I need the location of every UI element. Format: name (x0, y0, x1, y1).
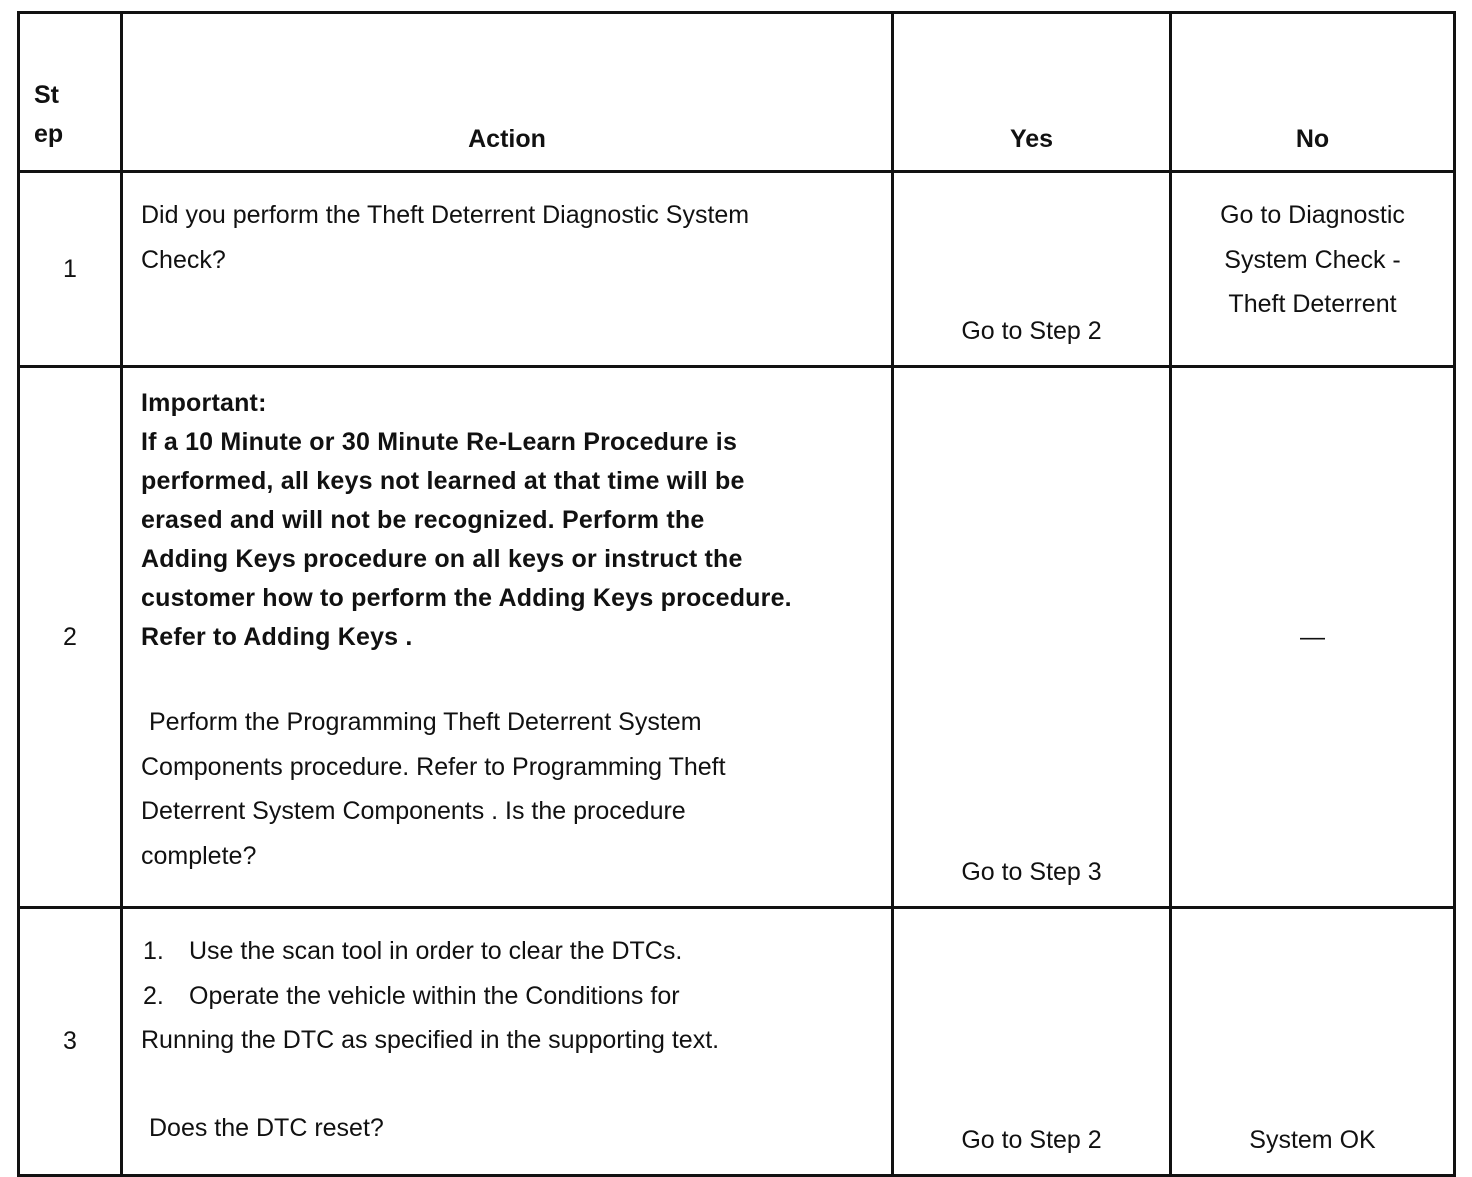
list-continuation: Running the DTC as specified in the supporting text. (141, 1026, 720, 1054)
no-cell: — (1171, 367, 1455, 908)
important-text: performed, all keys not learned at that time will be (141, 467, 745, 495)
table-row (19, 908, 1455, 1176)
action-cell (122, 908, 893, 1176)
action-text: Perform the Programming Theft Deterrent System (149, 708, 702, 736)
header-no: No (1171, 13, 1455, 172)
no-cell (1171, 172, 1455, 367)
header-step-line1: St (34, 81, 59, 109)
step-number: 2 (19, 367, 122, 908)
yes-cell: Go to Step 2 (893, 172, 1171, 367)
question-text: Does the DTC reset? (149, 1113, 384, 1142)
diagnostic-table (17, 11, 1456, 1177)
important-text: If a 10 Minute or 30 Minute Re-Learn Procedure is (141, 428, 738, 456)
no-text: Go to Diagnostic (1220, 201, 1405, 229)
yes-cell: Go to Step 2 (893, 908, 1171, 1176)
list-item (141, 974, 873, 1019)
no-cell: System OK (1171, 908, 1455, 1176)
no-text: Theft Deterrent (1228, 290, 1397, 318)
list-number: 1. (143, 937, 164, 965)
no-text: System Check - (1224, 245, 1401, 274)
header-step-line2: ep (34, 120, 64, 148)
important-text: Adding Keys procedure on all keys or instruct the (141, 545, 743, 573)
list-text: Use the scan tool in order to clear the DTCs. (189, 937, 683, 965)
list-text: Operate the vehicle within the Conditions for (189, 981, 680, 1010)
table-row (19, 367, 1455, 908)
action-text: Did you perform the Theft Deterrent Diagnostic System (141, 201, 750, 229)
important-text: erased and will not be recognized. Perform the (141, 506, 705, 534)
table-row (19, 172, 1455, 367)
header-row (19, 13, 1455, 172)
important-note (141, 384, 873, 657)
action-text: Check? (141, 245, 226, 274)
important-label: Important: (141, 389, 267, 417)
step-number: 1 (19, 172, 122, 367)
action-text: Deterrent System Components . Is the procedure (141, 797, 686, 825)
yes-cell: Go to Step 3 (893, 367, 1171, 908)
header-action: Action (122, 13, 893, 172)
action-text: Components procedure. Refer to Programming Theft (141, 752, 726, 781)
action-cell (122, 367, 893, 908)
header-yes: Yes (893, 13, 1171, 172)
step-number: 3 (19, 908, 122, 1176)
list-number: 2. (143, 981, 164, 1010)
important-text: customer how to perform the Adding Keys procedure. (141, 584, 792, 612)
important-text: Refer to Adding Keys . (141, 623, 413, 651)
action-cell (122, 172, 893, 367)
action-text: complete? (141, 841, 257, 870)
list-item (141, 929, 873, 974)
header-step (19, 13, 122, 172)
